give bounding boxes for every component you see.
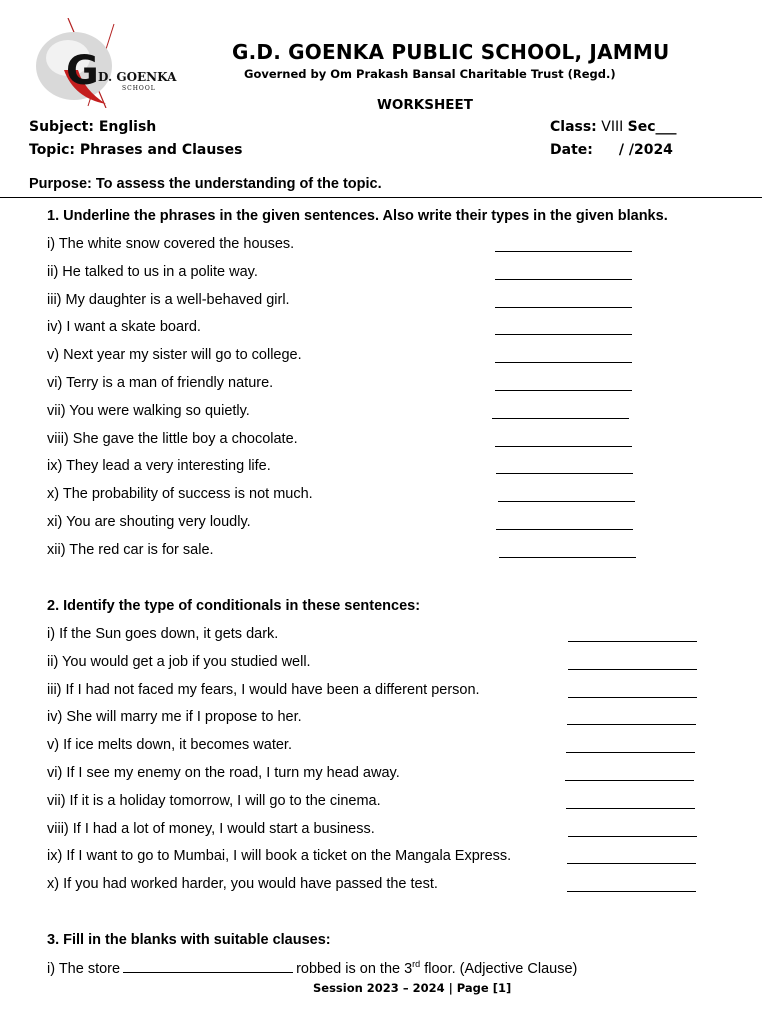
question-item: viii) If I had a lot of money, I would start a business. (47, 820, 375, 837)
answer-blank[interactable] (568, 836, 697, 837)
section1-heading: 1. Underline the phrases in the given sentences. Also write their types in the given blanks. (47, 208, 668, 224)
topic-label: Topic: Phrases and Clauses (29, 142, 243, 158)
question-item: ii) You would get a job if you studied well. (47, 653, 311, 670)
date-field: Date: / /2024 (550, 142, 673, 158)
answer-blank[interactable] (567, 863, 696, 864)
question-item: x) If you had worked harder, you would have passed the test. (47, 876, 438, 893)
question-item: vi) Terry is a man of friendly nature. (47, 375, 274, 391)
question-item: xii) The red car is for sale. (47, 541, 214, 558)
question-item: i) If the Sun goes down, it gets dark. (47, 626, 279, 642)
answer-blank[interactable] (495, 279, 632, 280)
governing-trust: Governed by Om Prakash Bansal Charitable Trust (Regd.) (244, 67, 616, 81)
question-item: iii) My daughter is a well-behaved girl. (47, 291, 290, 308)
answer-blank[interactable] (495, 251, 632, 252)
subject-label: Subject: English (29, 119, 157, 135)
page-footer: Session 2023 – 2024 | Page [1] (313, 981, 512, 995)
question-item: iv) I want a skate board. (47, 319, 201, 336)
school-name: G.D. GOENKA PUBLIC SCHOOL, JAMMU (232, 40, 670, 64)
logo-g-letter: G (66, 48, 99, 94)
answer-blank[interactable] (492, 418, 629, 419)
answer-blank[interactable] (567, 724, 696, 725)
question-item: iv) She will marry me if I propose to her. (47, 709, 302, 726)
question-item: viii) She gave the little boy a chocolate. (47, 430, 298, 447)
answer-blank[interactable] (496, 473, 633, 474)
question-item: vi) If I see my enemy on the road, I turn my head away. (47, 765, 400, 781)
answer-blank[interactable] (498, 501, 635, 502)
logo-text: D. GOENKA (98, 70, 177, 84)
question-item: vii) You were walking so quietly. (47, 402, 250, 419)
school-logo (28, 18, 178, 108)
answer-blank[interactable] (565, 780, 694, 781)
answer-blank[interactable] (495, 362, 632, 363)
answer-blank[interactable] (566, 808, 695, 809)
answer-blank[interactable] (123, 961, 293, 973)
question-item: ix) They lead a very interesting life. (47, 458, 271, 475)
question-item: i) The white snow covered the houses. (47, 236, 295, 252)
answer-blank[interactable] (499, 557, 636, 558)
answer-blank[interactable] (568, 641, 697, 642)
question-item: ii) He talked to us in a polite way. (47, 263, 258, 280)
question-item: v) If ice melts down, it becomes water. (47, 737, 292, 754)
section2-heading: 2. Identify the type of conditionals in these sentences: (47, 598, 421, 614)
answer-blank[interactable] (568, 697, 697, 698)
header-divider (0, 197, 762, 198)
answer-blank[interactable] (495, 334, 632, 335)
answer-blank[interactable] (496, 529, 633, 530)
logo-subtext: SCHOOL (122, 85, 156, 92)
question-item: x) The probability of success is not much. (47, 486, 313, 503)
answer-blank[interactable] (495, 390, 632, 391)
question-item: ix) If I want to go to Mumbai, I will book a ticket on the Mangala Express. (47, 848, 512, 865)
section3-item-1: i) The store robbed is on the 3rd floor. (Adjective Clause) (47, 959, 578, 977)
purpose-statement: Purpose: To assess the understanding of the topic. (29, 176, 382, 192)
answer-blank[interactable] (568, 669, 697, 670)
answer-blank[interactable] (495, 446, 632, 447)
answer-blank[interactable] (495, 307, 632, 308)
answer-blank[interactable] (567, 891, 696, 892)
class-section: Class: VIII Sec___ (550, 119, 677, 135)
section3-heading: 3. Fill in the blanks with suitable clauses: (47, 932, 331, 948)
question-item: iii) If I had not faced my fears, I would have been a different person. (47, 681, 480, 698)
worksheet-title: WORKSHEET (377, 97, 473, 113)
question-item: vii) If it is a holiday tomorrow, I will go to the cinema. (47, 792, 381, 809)
question-item: xi) You are shouting very loudly. (47, 514, 251, 530)
question-item: v) Next year my sister will go to college. (47, 347, 302, 364)
answer-blank[interactable] (566, 752, 695, 753)
